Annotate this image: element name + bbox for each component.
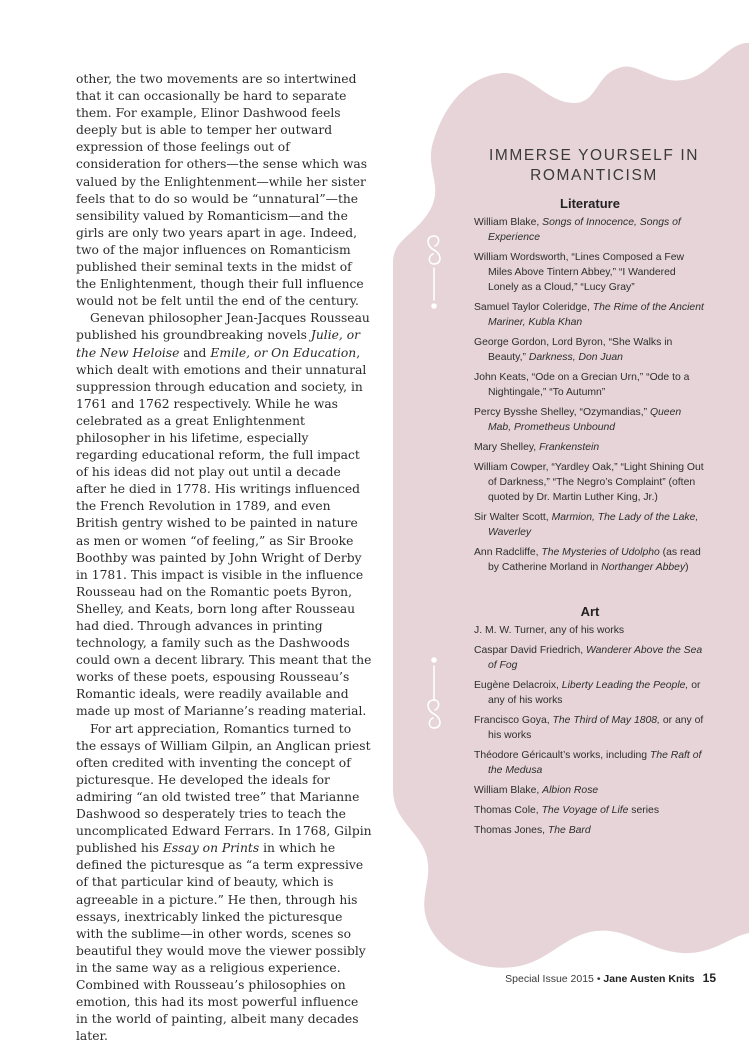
art-heading: Art: [580, 604, 600, 619]
paragraph-3: For art appreciation, Romantics turned to the essays of William Gilpin, an Anglican priest often credited with inventing the concept of picturesque. He developed the ideals for admiring “an old twisted tree” that Marianne Dashwood so desperately tries to teach the uncomplicated Edward Ferrars. In 1768, Gilpin published his Essay on Prints in which he defined the picturesque as “a term expressive of that particular kind of beauty, which is agreeable in a picture.” He then, through his essays, inextricably linked the picturesque with the sublime—in other words, scenes so beautiful they would move the viewer possibly in the same way as a religious experience. Combined with Rousseau’s philosophies on emotion, this had its most powerful influence in the world of painting, albeit many decades later.: [76, 721, 372, 1044]
art-item: Théodore Géricault’s works, including The Raft of the Medusa: [474, 750, 702, 776]
literature-item: William Blake, Songs of Innocence, Songs of Experience: [474, 217, 681, 243]
paragraph-1: other, the two movements are so intertwined that it can occasionally be hard to separate them. For example, Elinor Dashwood feels deeply but is able to temper her outward expression of those feelings out of consideration for others—the sense which was valued by the Enlightenment—while her sister feels that to do so would be “unnatural”—the sensibility valued by Romanticism—and the girls are only two years apart in age. Indeed, two of the major influences on Romanticism published their seminal texts in the midst of the Enlightenment, though their full influence would not be felt until the end of the century.: [76, 72, 368, 309]
paragraph-2: Genevan philosopher Jean-Jacques Rousseau published his groundbreaking novels Julie, or the New Heloise and Emile, or On Education, which dealt with emotions and their unnatural suppression through education and society, in 1761 and 1762 respectively. While he was celebrated as a great Enlightenment philosopher in his lifetime, especially regarding educational reform, the full impact of his ideas did not play out until a decade after he died in 1778. His writings influenced the French Revolution in 1789, and even British gentry wished to be painted in nature as men or women “of feeling,” as Sir Brooke Boothby was painted by John Wright of Derby in 1781. This impact is visible in the influence Rousseau had on the Romantic poets Byron, Shelley, and Keats, born long after Rousseau had died. Through advances in printing technology, a family such as the Dashwoods could own a decent library. This meant that the works of these poets, espousing Rousseau’s Romantic ideals, were readily available and made up most of Marianne’s reading material.: [76, 311, 372, 719]
art-item: J. M. W. Turner, any of his works: [474, 625, 625, 636]
literature-item: William Cowper, “Yardley Oak,” “Light Shining Out of Darkness,” “The Negro’s Complaint” (often quoted by Dr. Martin Luther King, Jr.): [474, 462, 704, 503]
literature-item: Mary Shelley, Frankenstein: [474, 442, 600, 453]
sidebar-title: IMMERSE YOURSELF IN ROMANTICISM: [488, 147, 700, 184]
page-number: 15: [702, 971, 716, 985]
sidebar-panel: [474, 146, 706, 843]
art-item: Eugène Delacroix, Liberty Leading the People, or any of his works: [474, 680, 701, 706]
literature-item: Samuel Taylor Coleridge, The Rime of the Ancient Mariner, Kubla Khan: [474, 302, 704, 328]
article-body: [76, 71, 372, 1045]
art-item: Caspar David Friedrich, Wanderer Above the Sea of Fog: [474, 645, 703, 671]
footer-issue: Special Issue 2015 •: [505, 973, 604, 985]
art-list: [474, 623, 706, 838]
literature-heading: Literature: [560, 196, 620, 211]
literature-item: William Wordsworth, “Lines Composed a Few Miles Above Tintern Abbey,” “I Wandered Lonely as a Cloud,” “Lucy Gray”: [474, 252, 684, 293]
literature-list: [474, 215, 706, 575]
page-footer: [505, 971, 716, 985]
literature-item: Sir Walter Scott, Marmion, The Lady of the Lake, Waverley: [474, 512, 699, 538]
literature-item: Percy Bysshe Shelley, “Ozymandias,” Queen Mab, Prometheus Unbound: [474, 407, 682, 433]
literature-item: John Keats, “Ode on a Grecian Urn,” “Ode to a Nightingale,” “To Autumn”: [474, 372, 690, 398]
art-item: Thomas Jones, The Bard: [474, 825, 591, 836]
literature-item: George Gordon, Lord Byron, “She Walks in Beauty,” Darkness, Don Juan: [474, 337, 673, 363]
art-item: Thomas Cole, The Voyage of Life series: [474, 805, 660, 816]
art-item: Francisco Goya, The Third of May 1808, or any of his works: [474, 715, 704, 741]
art-item: William Blake, Albion Rose: [474, 785, 599, 796]
literature-item: Ann Radcliffe, The Mysteries of Udolpho (as read by Catherine Morland in Northanger Abbey): [474, 547, 701, 573]
footer-publication: Jane Austen Knits: [603, 973, 695, 985]
